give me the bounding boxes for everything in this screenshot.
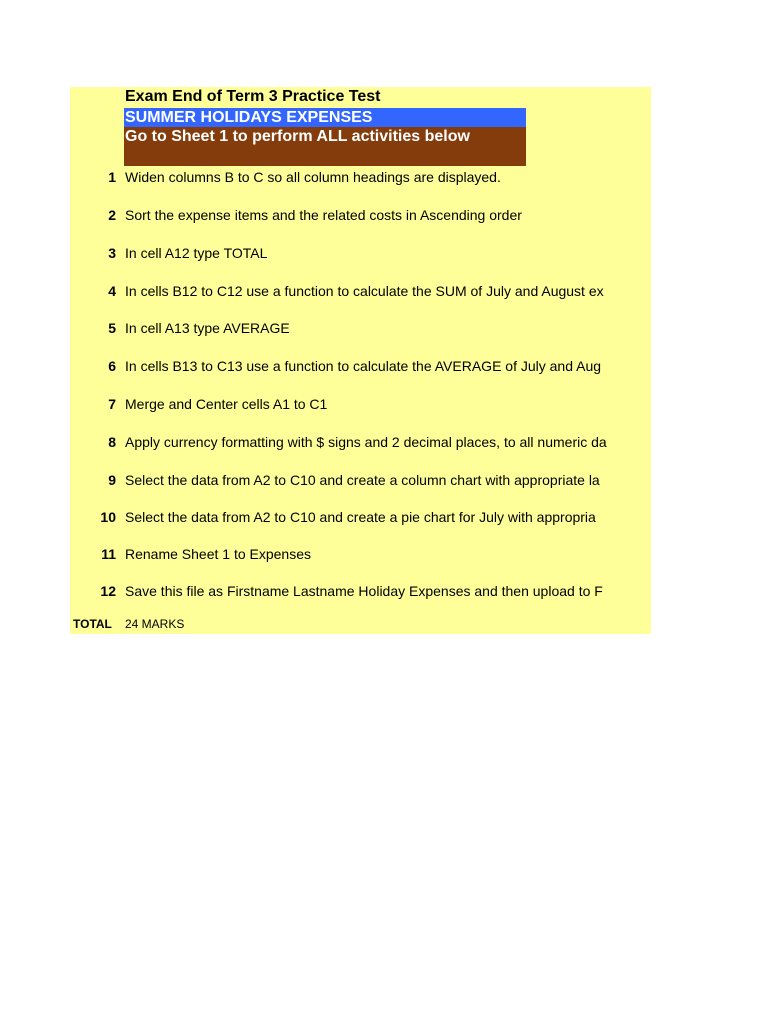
subtitle-band: SUMMER HOLIDAYS EXPENSES bbox=[124, 108, 526, 127]
task-number: 8 bbox=[108, 434, 116, 450]
task-number: 1 bbox=[108, 169, 116, 185]
task-number: 6 bbox=[108, 358, 116, 374]
task-row bbox=[70, 581, 651, 601]
task-text: Apply currency formatting with $ signs and 2 decimal places, to all numeric da bbox=[125, 434, 607, 450]
worksheet bbox=[70, 87, 651, 634]
total-marks: 24 MARKS bbox=[125, 617, 185, 631]
task-row bbox=[70, 243, 651, 263]
task-text: In cells B12 to C12 use a function to calculate the SUM of July and August ex bbox=[125, 283, 604, 299]
task-row bbox=[70, 544, 651, 564]
task-row bbox=[70, 356, 651, 376]
task-row bbox=[70, 507, 651, 527]
task-row bbox=[70, 167, 651, 187]
task-row bbox=[70, 205, 651, 225]
task-row bbox=[70, 394, 651, 414]
task-text: Select the data from A2 to C10 and create a column chart with appropriate la bbox=[125, 472, 600, 488]
task-text: Rename Sheet 1 to Expenses bbox=[125, 546, 312, 562]
sheet-title: Exam End of Term 3 Practice Test bbox=[125, 88, 381, 105]
total-label: TOTAL bbox=[73, 617, 112, 631]
task-text: In cell A12 type TOTAL bbox=[125, 245, 268, 261]
task-row bbox=[70, 281, 651, 301]
task-row bbox=[70, 470, 651, 490]
task-text: Widen columns B to C so all column headings are displayed. bbox=[125, 169, 501, 185]
task-number: 9 bbox=[108, 472, 116, 488]
task-number: 11 bbox=[101, 546, 116, 562]
task-text: Sort the expense items and the related costs in Ascending order bbox=[125, 207, 522, 223]
task-number: 3 bbox=[108, 245, 116, 261]
task-row bbox=[70, 318, 651, 338]
task-text: Save this file as Firstname Lastname Holiday Expenses and then upload to F bbox=[125, 583, 603, 599]
task-text: Select the data from A2 to C10 and create a pie chart for July with appropria bbox=[125, 509, 596, 525]
task-number: 5 bbox=[108, 320, 116, 336]
task-text: Merge and Center cells A1 to C1 bbox=[125, 396, 328, 412]
task-number: 4 bbox=[108, 283, 116, 299]
task-row bbox=[70, 432, 651, 452]
task-text: In cells B13 to C13 use a function to calculate the AVERAGE of July and Aug bbox=[125, 358, 602, 374]
task-number: 7 bbox=[108, 396, 116, 412]
task-number: 10 bbox=[100, 509, 116, 525]
task-number: 12 bbox=[100, 583, 116, 599]
task-text: In cell A13 type AVERAGE bbox=[125, 320, 290, 336]
instruction-band: Go to Sheet 1 to perform ALL activities below bbox=[124, 127, 526, 166]
task-number: 2 bbox=[108, 207, 116, 223]
total-row bbox=[70, 614, 651, 634]
